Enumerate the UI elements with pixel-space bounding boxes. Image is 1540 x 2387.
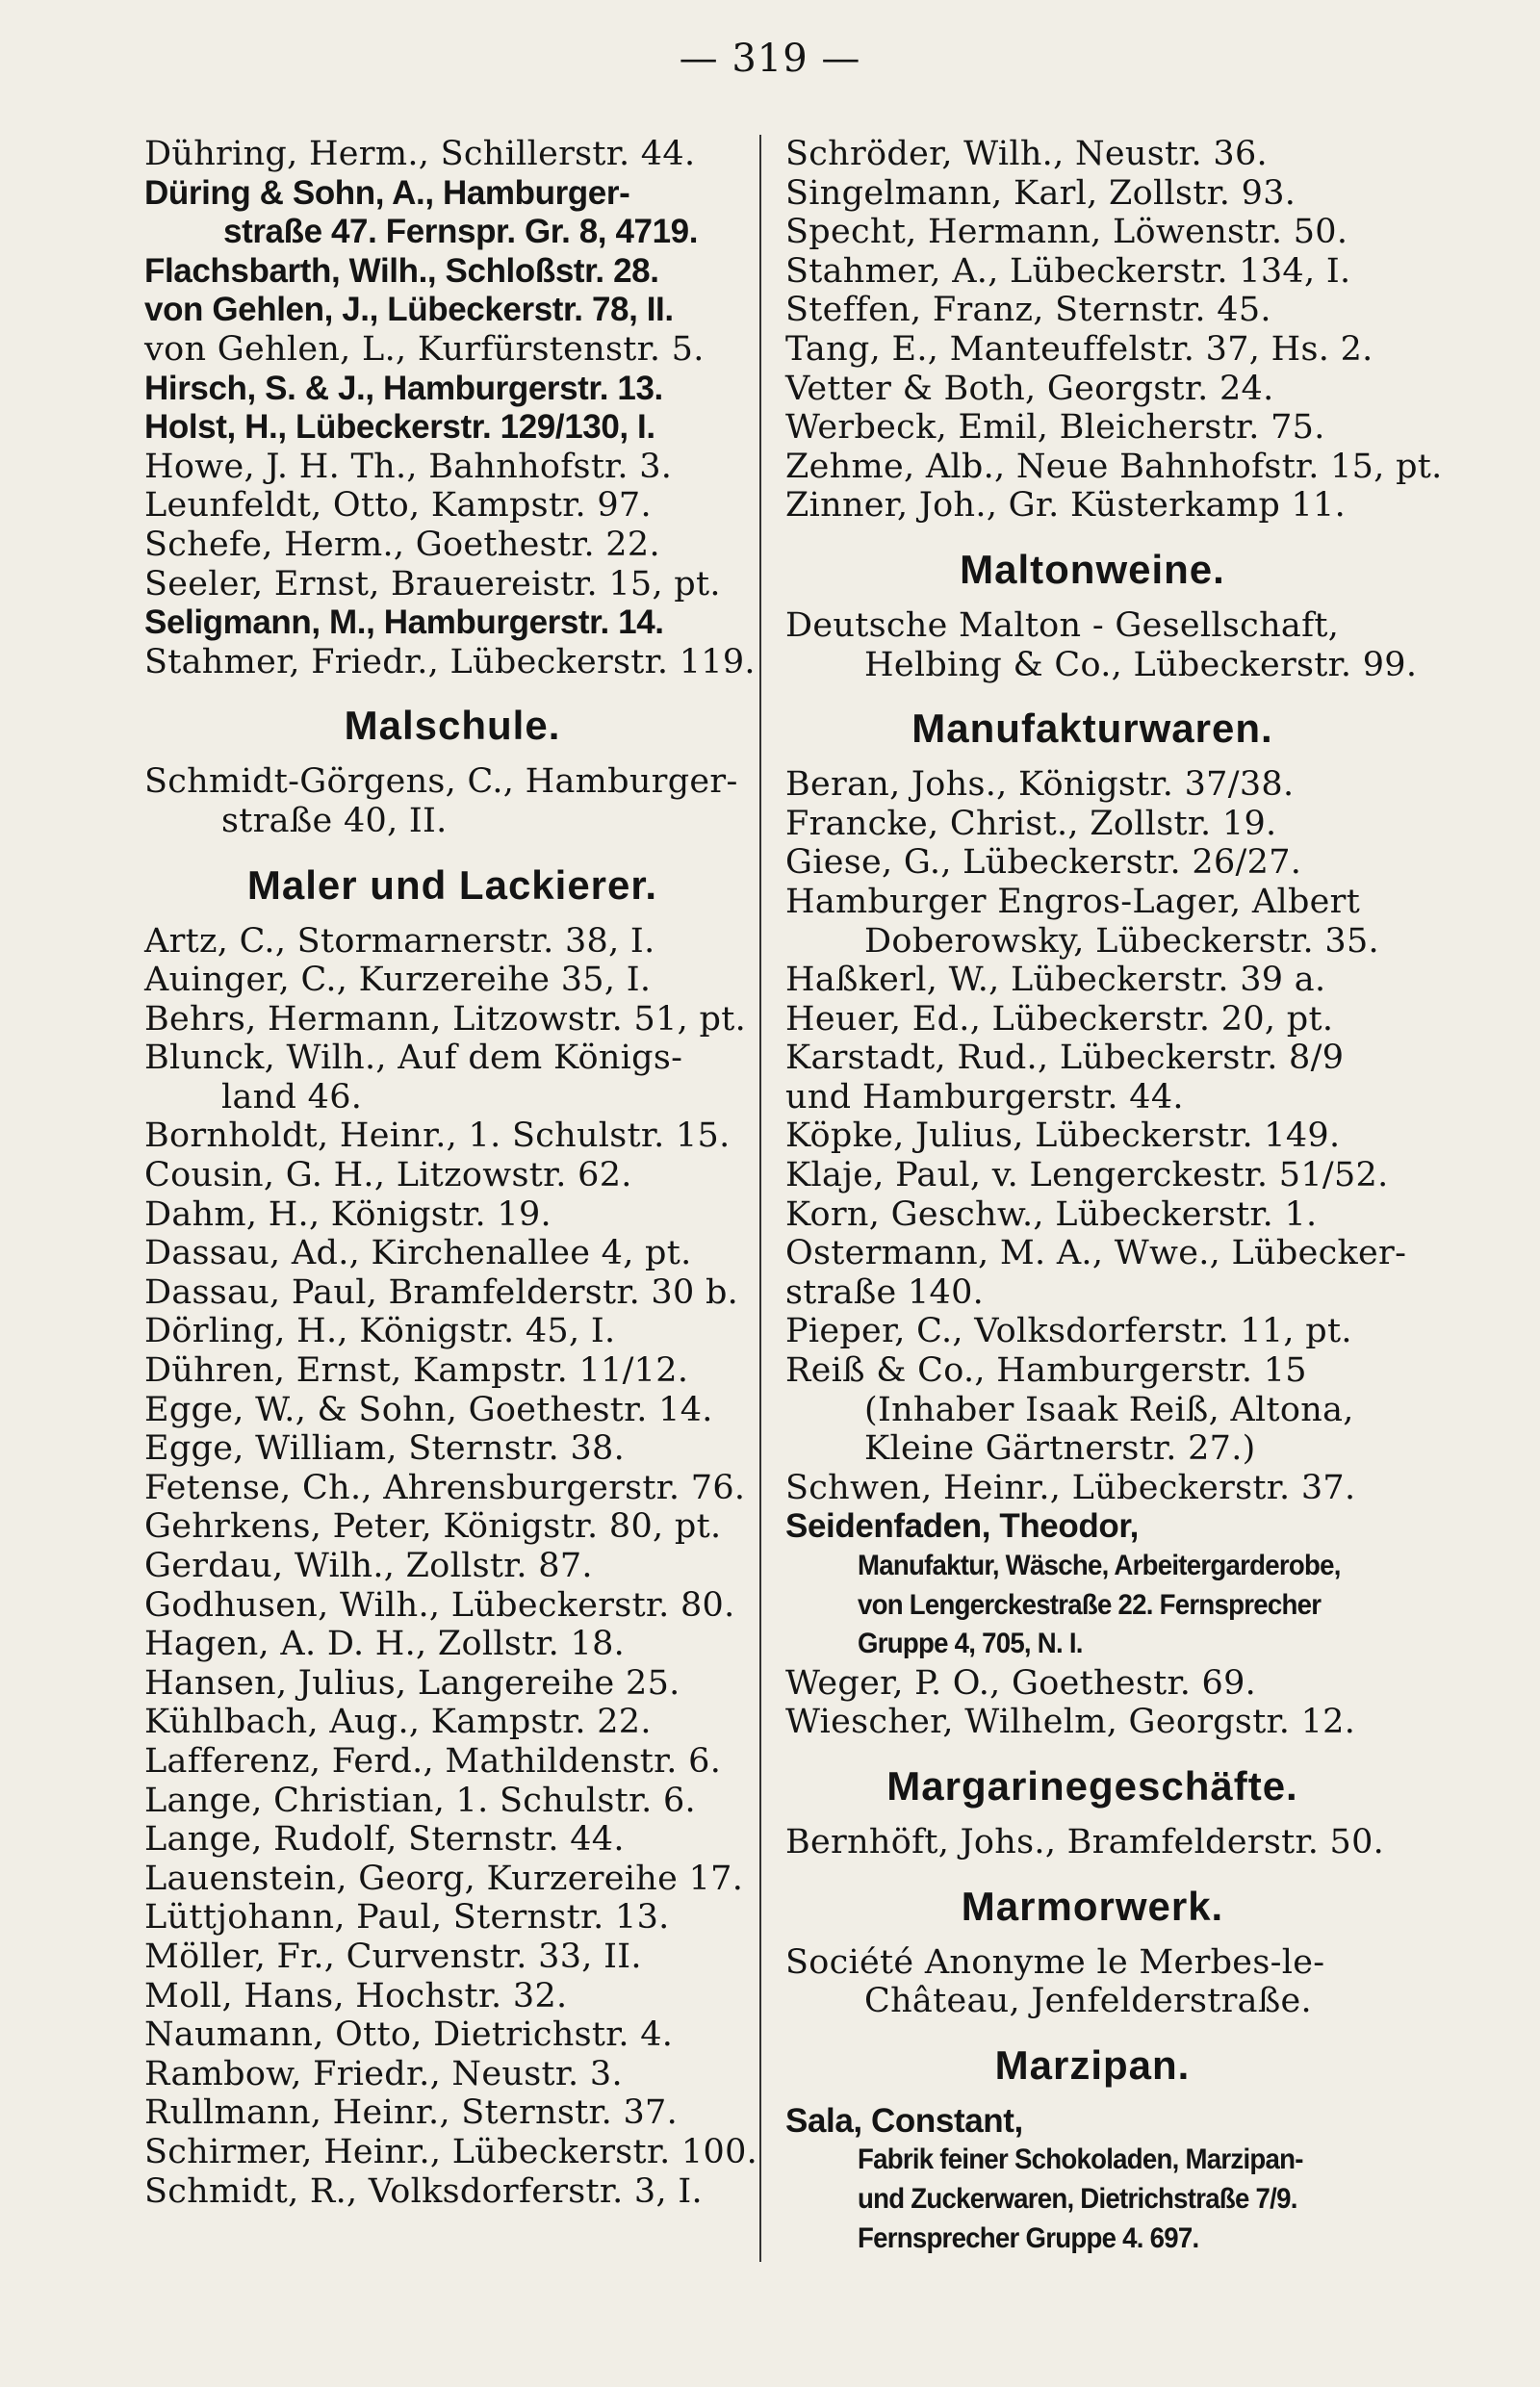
section-heading-margarine: Margarinegeschäfte. xyxy=(886,1762,1298,1809)
entry-line: Steffen, Franz, Sternstr. 45. xyxy=(785,291,1271,330)
right-column xyxy=(780,135,1443,2258)
entry-line: Dahm, H., Königstr. 19. xyxy=(144,1194,552,1234)
entry-line: Rullmann, Heinr., Sternstr. 37. xyxy=(144,2093,679,2133)
entry-line: Schmidt-Görgens, C., Hamburger- xyxy=(144,762,738,802)
entry-line: Düring & Sohn, A., Hamburger- xyxy=(144,173,630,212)
entry-line: Dühren, Ernst, Kampstr. 11/12. xyxy=(144,1351,689,1391)
entry-line: Heuer, Ed., Lübeckerstr. 20, pt. xyxy=(785,999,1334,1039)
entry-line: straße 140. xyxy=(785,1272,985,1312)
entry-line: Behrs, Hermann, Litzowstr. 51, pt. xyxy=(144,999,746,1039)
advert-detail: Gruppe 4, 705, N. I. xyxy=(857,1628,1083,1660)
entry-line: Hirsch, S. & J., Hamburgerstr. 13. xyxy=(144,369,663,407)
entry-line: Gehrkens, Peter, Königstr. 80, pt. xyxy=(144,1507,722,1547)
entry-line: Werbeck, Emil, Bleicherstr. 75. xyxy=(785,408,1325,448)
entry-line: Hansen, Julius, Langereihe 25. xyxy=(144,1663,680,1703)
entry-line: und Hamburgerstr. 44. xyxy=(785,1077,1184,1116)
section-heading-marzipan: Marzipan. xyxy=(994,2041,1191,2088)
entry-line: Gerdau, Wilh., Zollstr. 87. xyxy=(144,1547,593,1585)
section-heading-maltonweine: Maltonweine. xyxy=(960,546,1225,592)
entry-line: Kleine Gärtnerstr. 27.) xyxy=(864,1429,1256,1469)
entry-line: Artz, C., Stormarnerstr. 38, I. xyxy=(144,921,655,961)
entry-line: Egge, William, Sternstr. 38. xyxy=(144,1429,626,1469)
advert-detail: und Zuckerwaren, Dietrichstraße 7/9. xyxy=(857,2182,1297,2215)
advert-detail: Fernsprecher Gruppe 4. 697. xyxy=(857,2221,1199,2254)
entry-line: Reiß & Co., Hamburgerstr. 15 xyxy=(785,1351,1307,1391)
entry-line: Lauenstein, Georg, Kurzereihe 17. xyxy=(144,1859,744,1898)
advert-name: Seidenfaden, Theodor, xyxy=(785,1507,1139,1546)
right-entries-top xyxy=(780,135,1443,526)
entry-line: Bornholdt, Heinr., 1. Schulstr. 15. xyxy=(144,1116,731,1156)
entry-line: Dörling, H., Königstr. 45, I. xyxy=(144,1312,616,1351)
entry-line: Naumann, Otto, Dietrichstr. 4. xyxy=(144,2015,674,2055)
entry-line: Francke, Christ., Zollstr. 19. xyxy=(785,804,1277,843)
entry-line: Dassau, Paul, Bramfelderstr. 30 b. xyxy=(144,1272,739,1312)
entry-line: Beran, Johs., Königstr. 37/38. xyxy=(785,765,1295,805)
entry-line: (Inhaber Isaak Reiß, Altona, xyxy=(864,1390,1354,1429)
entry-line: Klaje, Paul, v. Lengerckestr. 51/52. xyxy=(785,1156,1389,1195)
entry-line: Zinner, Joh., Gr. Küsterkamp 11. xyxy=(785,486,1347,526)
page-number: — 319 — xyxy=(679,37,861,81)
entry-line: Deutsche Malton - Gesellschaft, xyxy=(785,605,1340,645)
entry-line: Bernhöft, Johs., Bramfelderstr. 50. xyxy=(785,1822,1385,1861)
entry-line: Schirmer, Heinr., Lübeckerstr. 100. xyxy=(144,2132,758,2171)
entry-line: Haßkerl, W., Lübeckerstr. 39 a. xyxy=(785,961,1326,1000)
section-heading-malschule: Malschule. xyxy=(344,703,561,749)
entry-line: Egge, W., & Sohn, Goethestr. 14. xyxy=(144,1390,713,1429)
entry-line: Wiescher, Wilhelm, Georgstr. 12. xyxy=(785,1703,1356,1742)
entry-line: von Gehlen, J., Lübeckerstr. 78, II. xyxy=(144,291,674,329)
entry-line: Karstadt, Rud., Lübeckerstr. 8/9 xyxy=(785,1039,1345,1078)
advert-detail: Fabrik feiner Schokoladen, Marzipan- xyxy=(857,2143,1303,2176)
entry-line: Möller, Fr., Curvenstr. 33, II. xyxy=(144,1937,642,1976)
entry-line: Kühlbach, Aug., Kampstr. 22. xyxy=(144,1703,652,1742)
entry-line: Schröder, Wilh., Neustr. 36. xyxy=(785,135,1268,173)
entry-line: Schwen, Heinr., Lübeckerstr. 37. xyxy=(785,1468,1356,1507)
entry-line: Hagen, A. D. H., Zollstr. 18. xyxy=(144,1625,626,1664)
entry-line: Lange, Christian, 1. Schulstr. 6. xyxy=(144,1781,696,1820)
entry-line: Giese, G., Lübeckerstr. 26/27. xyxy=(785,843,1302,883)
entry-line: Helbing & Co., Lübeckerstr. 99. xyxy=(864,645,1418,684)
entry-line: straße 47. Fernspr. Gr. 8, 4719. xyxy=(223,213,699,251)
entry-line: Rambow, Friedr., Neustr. 3. xyxy=(144,2054,623,2093)
entry-line: Dühring, Herm., Schillerstr. 44. xyxy=(144,135,696,173)
entry-line: Doberowsky, Lübeckerstr. 35. xyxy=(864,921,1379,961)
maler-entries xyxy=(144,922,760,2212)
entry-line: Lüttjohann, Paul, Sternstr. 13. xyxy=(144,1898,670,1938)
section-heading-manufakturwaren: Manufakturwaren. xyxy=(911,706,1273,752)
entry-line: von Gehlen, L., Kurfürstenstr. 5. xyxy=(144,329,705,369)
entry-line: Tang, E., Manteuffelstr. 37, Hs. 2. xyxy=(785,329,1373,369)
entry-line: Schmidt, R., Volksdorferstr. 3, I. xyxy=(144,2171,703,2211)
left-column xyxy=(144,135,760,2211)
entry-line: Pieper, C., Volksdorferstr. 11, pt. xyxy=(785,1312,1352,1351)
advert-detail: von Lengerckestraße 22. Fernsprecher xyxy=(857,1588,1322,1621)
entry-line: Moll, Hans, Hochstr. 32. xyxy=(144,1976,568,2015)
section-heading-marmorwerk: Marmorwerk. xyxy=(961,1883,1224,1929)
left-entries-top xyxy=(144,135,760,681)
entry-line: Hamburger Engros-Lager, Albert xyxy=(785,882,1361,921)
entry-line: Singelmann, Karl, Zollstr. 93. xyxy=(785,173,1296,213)
entry-line: Köpke, Julius, Lübeckerstr. 149. xyxy=(785,1116,1341,1156)
entry-line: Fetense, Ch., Ahrensburgerstr. 76. xyxy=(144,1468,746,1507)
entry-line: Zehme, Alb., Neue Bahnhofstr. 15, pt. xyxy=(785,447,1443,486)
entry-line: land 46. xyxy=(221,1077,363,1116)
entry-line: Howe, J. H. Th., Bahnhofstr. 3. xyxy=(144,447,673,486)
entry-line: Weger, P. O., Goethestr. 69. xyxy=(785,1663,1257,1703)
entry-line: Seeler, Ernst, Brauereistr. 15, pt. xyxy=(144,564,721,603)
entry-line: Seligmann, M., Hamburgerstr. 14. xyxy=(144,603,664,642)
advert-detail: Manufaktur, Wäsche, Arbeitergarderobe, xyxy=(857,1550,1341,1581)
entry-line: Société Anonyme le Merbes-le- xyxy=(785,1942,1325,1982)
entry-line: Lange, Rudolf, Sternstr. 44. xyxy=(144,1820,625,1860)
entry-line: Dassau, Ad., Kirchenallee 4, pt. xyxy=(144,1234,692,1273)
section-heading-maler: Maler und Lackierer. xyxy=(246,861,658,908)
entry-line: Godhusen, Wilh., Lübeckerstr. 80. xyxy=(144,1585,735,1625)
entry-line: Auinger, C., Kurzereihe 35, I. xyxy=(144,961,652,1000)
entry-line: Schefe, Herm., Goethestr. 22. xyxy=(144,525,660,564)
entry-line: Holst, H., Lübeckerstr. 129/130, I. xyxy=(144,408,655,447)
entry-line: Ostermann, M. A., Wwe., Lübecker- xyxy=(785,1234,1407,1273)
entry-line: Stahmer, A., Lübeckerstr. 134, I. xyxy=(785,251,1351,291)
entry-line: Stahmer, Friedr., Lübeckerstr. 119. xyxy=(144,642,756,681)
entry-line: Leunfeldt, Otto, Kampstr. 97. xyxy=(144,486,652,526)
advert-name: Sala, Constant, xyxy=(785,2101,1023,2140)
entry-line: Blunck, Wilh., Auf dem Königs- xyxy=(144,1039,683,1078)
manufaktur-entries xyxy=(780,765,1405,1507)
entry-line: straße 40, II. xyxy=(221,801,448,840)
entry-line: Vetter & Both, Georgstr. 24. xyxy=(785,369,1274,408)
entry-line: Lafferenz, Ferd., Mathildenstr. 6. xyxy=(144,1741,722,1781)
entry-line: Château, Jenfelderstraße. xyxy=(864,1982,1312,2021)
entry-line: Flachsbarth, Wilh., Schloßstr. 28. xyxy=(144,251,659,290)
entry-line: Specht, Hermann, Löwenstr. 50. xyxy=(785,213,1348,252)
entry-line: Cousin, G. H., Litzowstr. 62. xyxy=(144,1156,632,1195)
entry-line: Korn, Geschw., Lübeckerstr. 1. xyxy=(785,1194,1318,1234)
